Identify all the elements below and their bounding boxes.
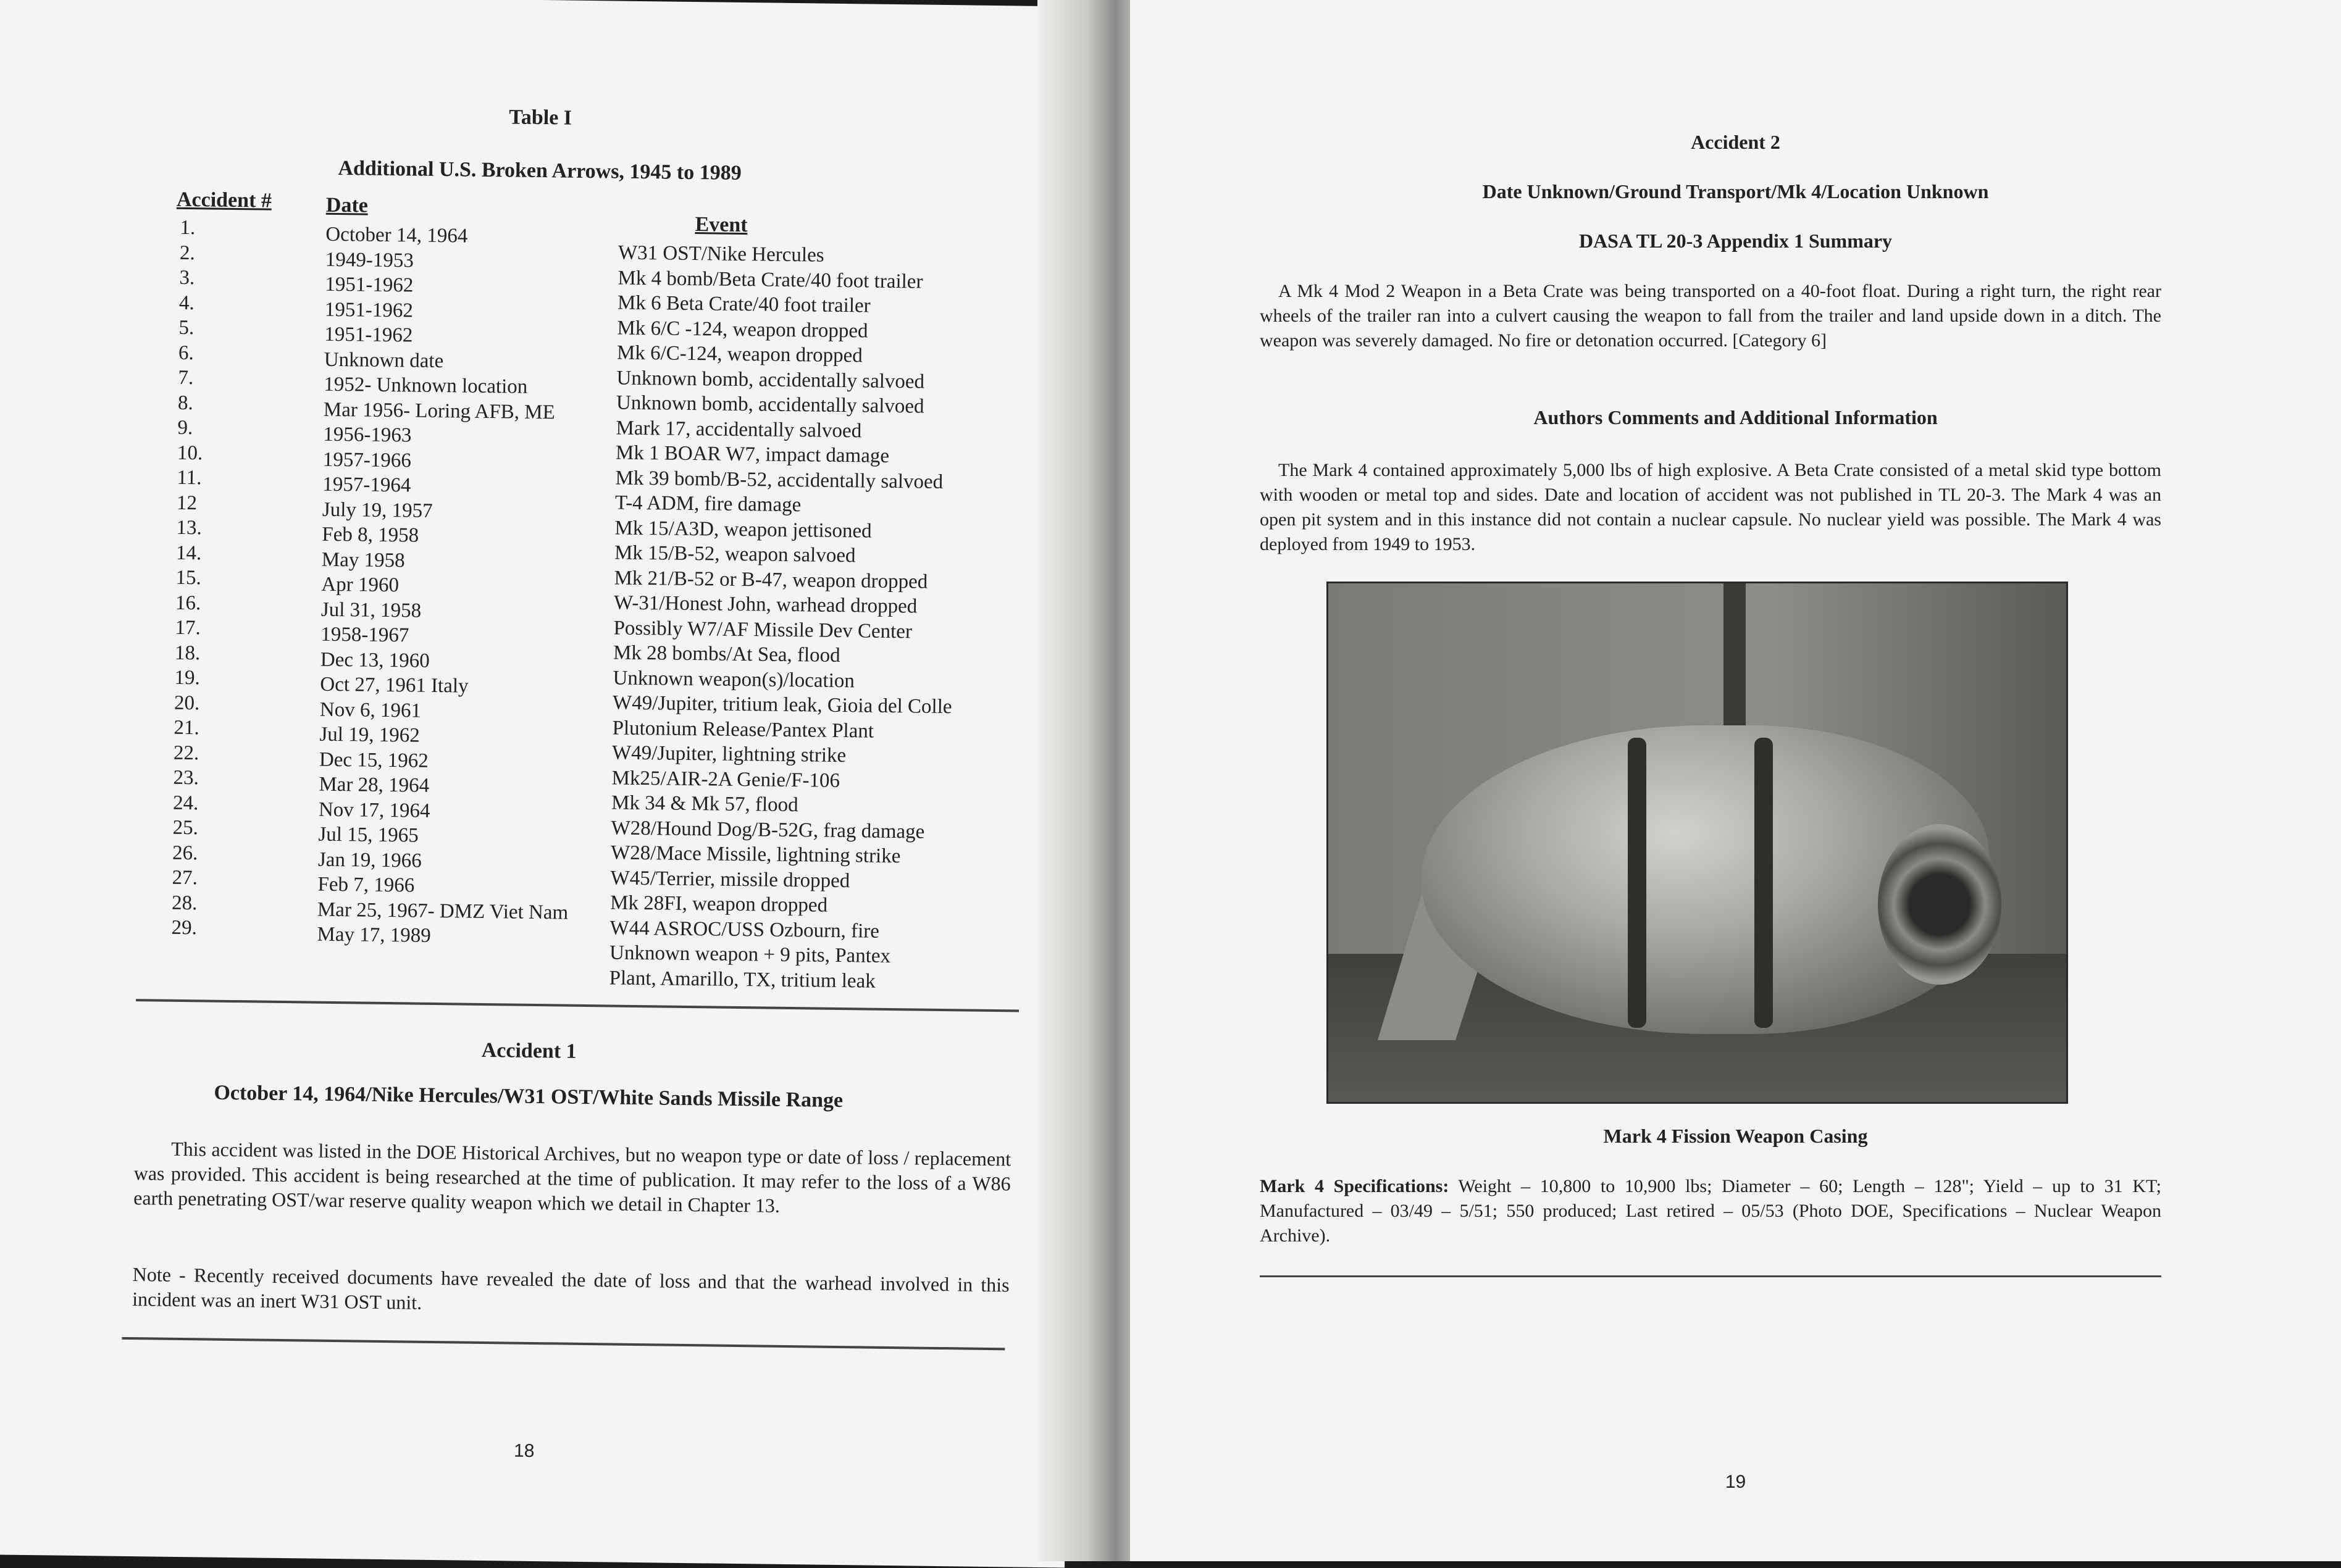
table-cell-accident-number: 20. <box>174 691 200 714</box>
accident1-paragraph: This accident was listed in the DOE Historical Archives, but no weapon type or date of loss / replacement was provided. This accident is being researched at the time of publication. It may refer to the loss of a W86 earth penetrating OST/war reserve quality weapon which we detail in Chapter 13. <box>133 1137 1011 1217</box>
accident-number-column <box>171 215 206 941</box>
table-cell-event: W49/Jupiter, lightning strike <box>611 741 847 767</box>
table-cell-event: W49/Jupiter, tritium leak, Gioia del Colle <box>612 691 952 719</box>
accident1-subheading: October 14, 1964/Nike Hercules/W31 OST/White Sands Missile Range <box>214 1081 844 1112</box>
table-cell-date: 1949-1953 <box>325 248 414 272</box>
table-cell-accident-number: 13. <box>176 516 202 540</box>
table-cell-accident-number: 2. <box>179 241 195 264</box>
table-cell-accident-number: 9. <box>177 416 193 440</box>
table-cell-accident-number: 24. <box>172 791 199 814</box>
specifications-paragraph <box>1260 1174 2161 1248</box>
comments-heading: Authors Comments and Additional Information <box>1533 406 1938 428</box>
table-cell-event: Mk 15/B-52, weapon salvoed <box>614 541 856 567</box>
divider-rule <box>122 1337 1005 1350</box>
table-cell-event: Mk 6/C-124, weapon dropped <box>616 341 863 367</box>
table-cell-event: Mk 28FI, weapon dropped <box>609 891 828 917</box>
specs-label: Mark 4 Specifications: <box>1260 1176 1449 1196</box>
table-cell-accident-number: 15. <box>175 566 201 590</box>
table-cell-event: Mk 4 bomb/Beta Crate/40 foot trailer <box>618 267 923 293</box>
mark4-photo <box>1326 582 2068 1104</box>
table-cell-date: Nov 17, 1964 <box>318 798 430 822</box>
table-cell-date: 1958-1967 <box>320 623 409 647</box>
table-cell-event: W-31/Honest John, warhead dropped <box>613 591 918 618</box>
table-cell-event: Possibly W7/AF Missile Dev Center <box>613 616 913 643</box>
accident2-subheading: Date Unknown/Ground Transport/Mk 4/Location Unknown <box>1482 180 1989 202</box>
specs-text: Weight – 10,800 to 10,900 lbs; Diameter – 60; Length – 128"; Yield – up to 31 KT; Manufactured – 03/49 – 5/51; 550 produced; Last retired – 05/53 (Photo DOE, Specifications – Nuclear Weapon Archive). <box>1260 1176 2161 1246</box>
photo-caption: Mark 4 Fission Weapon Casing <box>1603 1125 1868 1147</box>
table-cell-event: Mk 28 bombs/At Sea, flood <box>613 641 840 667</box>
table-cell-event: Mk 34 & Mk 57, flood <box>611 791 798 817</box>
table-cell-event: Mk25/AIR-2A Genie/F-106 <box>611 766 840 792</box>
table-cell-accident-number: 1. <box>180 216 196 240</box>
page-number: 18 <box>513 1440 535 1462</box>
table-cell-accident-number: 17. <box>175 616 201 640</box>
divider-rule <box>136 999 1019 1012</box>
table-cell-event: Mk 15/A3D, weapon jettisoned <box>614 517 872 543</box>
event-column <box>609 241 957 995</box>
summary-paragraph: A Mk 4 Mod 2 Weapon in a Beta Crate was being transported on a 40-foot float. During a right turn, the right rear wheels of the trailer ran into a culvert causing the weapon to fall from the trailer and land upside down in a ditch. The weapon was severely damaged. No fire or detonation occurred. [Category 6] <box>1260 281 2161 351</box>
table-cell-accident-number: 26. <box>172 841 198 864</box>
table-cell-event: Mk 6/C -124, weapon dropped <box>617 317 868 342</box>
table-cell-date: Unknown date <box>324 348 444 372</box>
summary-heading: DASA TL 20-3 Appendix 1 Summary <box>1578 230 1893 252</box>
table-cell-event: Mk 39 bomb/B-52, accidentally salvoed <box>615 467 944 493</box>
accident2-heading: Accident 2 <box>1691 131 1780 153</box>
table-cell-accident-number: 14. <box>175 541 202 564</box>
table-cell-accident-number: 28. <box>171 891 198 914</box>
table-subtitle: Additional U.S. Broken Arrows, 1945 to 1989 <box>338 156 742 185</box>
table-cell-accident-number: 29. <box>171 916 198 940</box>
table-cell-event: Unknown bomb, accidentally salvoed <box>616 391 924 418</box>
table-cell-accident-number: 10. <box>177 441 203 464</box>
page-number: 19 <box>1725 1472 1746 1492</box>
header-date: Date <box>325 193 369 217</box>
divider-rule <box>1260 1275 2161 1277</box>
table-cell-date: 1952- Unknown location <box>324 373 528 398</box>
table-cell-date: 1957-1966 <box>322 448 412 472</box>
table-cell-date: 1951-1962 <box>324 298 414 322</box>
table-cell-date: Nov 6, 1961 <box>319 698 422 722</box>
table-cell-accident-number: 19. <box>174 666 201 690</box>
accident1-note: Note - Recently received documents have revealed the date of loss and that the warhead involved in this incident was an inert W31 OST unit. <box>132 1263 1010 1314</box>
table-cell-date: May 17, 1989 <box>317 923 431 947</box>
table-cell-accident-number: 27. <box>172 866 198 890</box>
table-cell-event: W44 ASROC/USS Ozbourn, fire <box>609 916 880 943</box>
table-cell-event: Unknown weapon + 9 pits, Pantex <box>609 941 891 968</box>
table-cell-date: Jan 19, 1966 <box>317 848 422 872</box>
table-cell-event: W45/Terrier, missile dropped <box>610 866 850 892</box>
table-cell-event: Plutonium Release/Pantex Plant <box>612 716 874 743</box>
table-cell-event: Unknown bomb, accidentally salvoed <box>616 367 925 393</box>
table-cell-accident-number: 21. <box>174 716 200 740</box>
table-cell-event: W31 OST/Nike Hercules <box>618 241 824 267</box>
table-cell-date: 1956-1963 <box>323 423 412 447</box>
table-cell-event: Plant, Amarillo, TX, tritium leak <box>609 966 876 993</box>
left-page <box>0 0 1084 1568</box>
table-title: Table I <box>509 106 572 130</box>
table-cell-accident-number: 23. <box>173 766 199 790</box>
table-cell-accident-number: 3. <box>179 266 195 290</box>
table-cell-accident-number: 16. <box>175 591 201 614</box>
comments-paragraph: The Mark 4 contained approximately 5,000 lbs of high explosive. A Beta Crate consisted of a metal skid type bottom with wooden or metal top and sides. Date and location of accident was not published in TL 20-3. The Mark 4 was an open pit system and in this instance did not contain a nuclear capsule. No nuclear yield was possible. The Mark 4 was deployed from 1949 to 1953. <box>1260 460 2161 554</box>
table-cell-date: Dec 13, 1960 <box>320 648 430 672</box>
table-cell-date: Mar 25, 1967- DMZ Viet Nam <box>317 898 569 924</box>
table-cell-accident-number: 22. <box>173 741 199 764</box>
table-cell-date: Feb 7, 1966 <box>317 873 415 897</box>
header-event: Event <box>695 213 748 237</box>
table-cell-event: Mk 1 BOAR W7, impact damage <box>615 441 890 467</box>
table-cell-accident-number: 5. <box>178 316 195 340</box>
table-cell-date: Mar 1956- Loring AFB, ME <box>323 398 555 423</box>
table-cell-event: Unknown weapon(s)/location <box>613 666 855 692</box>
date-column <box>317 222 577 950</box>
table-cell-event: W28/Hound Dog/B-52G, frag damage <box>611 816 925 843</box>
table-cell-date: Jul 31, 1958 <box>320 598 422 622</box>
table-cell-date: Apr 1960 <box>321 573 400 597</box>
table-cell-event: Mk 6 Beta Crate/40 foot trailer <box>617 291 871 317</box>
table-cell-date: Jul 15, 1965 <box>318 823 419 847</box>
table-cell-accident-number: 25. <box>172 816 199 840</box>
table-cell-date: October 14, 1964 <box>325 223 468 248</box>
table-cell-event: Mk 21/B-52 or B-47, weapon dropped <box>614 567 928 593</box>
table-cell-event: Mark 17, accidentally salvoed <box>616 417 862 442</box>
table-cell-accident-number: 8. <box>177 391 193 414</box>
table-cell-accident-number: 4. <box>178 291 195 314</box>
table-cell-date: 1951-1962 <box>324 323 413 347</box>
table-cell-accident-number: 6. <box>178 341 194 364</box>
table-cell-accident-number: 18. <box>174 641 201 664</box>
table-cell-date: Mar 28, 1964 <box>319 773 430 797</box>
table-cell-accident-number: 7. <box>178 366 194 390</box>
right-page <box>1130 0 2341 1561</box>
header-accident: Accident # <box>176 188 272 212</box>
table-cell-date: Oct 27, 1961 Italy <box>320 673 469 698</box>
table-cell-date: May 1958 <box>321 548 405 572</box>
table-cell-date: Dec 15, 1962 <box>319 748 429 772</box>
table-cell-accident-number: 12 <box>176 491 198 514</box>
accident1-heading: Accident 1 <box>481 1038 577 1063</box>
table-cell-event: W28/Mace Missile, lightning strike <box>610 841 901 868</box>
table-cell-date: Feb 8, 1958 <box>322 523 419 547</box>
table-cell-accident-number: 11. <box>177 466 202 490</box>
table-cell-event: T-4 ADM, fire damage <box>614 491 802 517</box>
table-cell-date: 1951-1962 <box>325 273 414 297</box>
table-cell-date: Jul 19, 1962 <box>319 723 420 747</box>
table-cell-date: July 19, 1957 <box>322 498 433 522</box>
table-cell-date: 1957-1964 <box>322 473 411 497</box>
